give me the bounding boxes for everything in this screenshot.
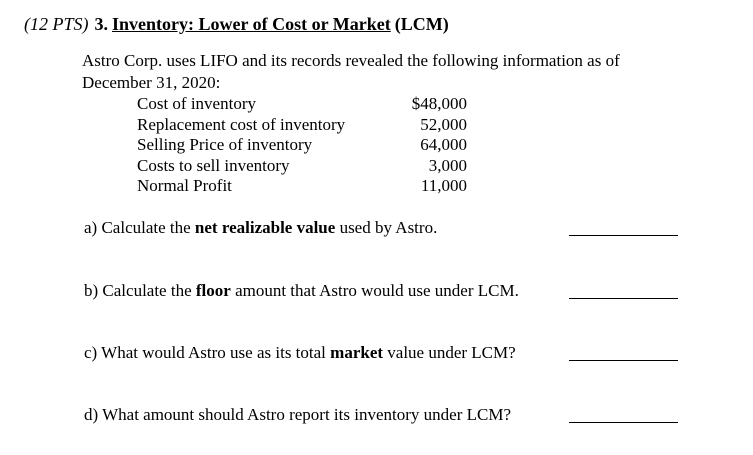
answer-line-d[interactable]	[569, 422, 678, 423]
item-value: $48,000	[411, 94, 467, 113]
question-heading	[24, 14, 449, 35]
item-value: 52,000	[420, 114, 467, 134]
item-label: Cost of inventory	[137, 94, 256, 113]
table-row	[137, 135, 467, 156]
item-value: 11,000	[420, 176, 467, 195]
intro-text: Astro Corp. uses LIFO and its records revealed the following information as of December 31, 2020:	[82, 51, 620, 92]
item-value: 64,000	[420, 135, 467, 154]
item-label: Normal Profit	[137, 176, 232, 195]
question-text: a) Calculate the	[84, 218, 195, 237]
answer-line-c[interactable]	[569, 360, 678, 361]
item-label: Costs to sell inventory	[137, 155, 290, 175]
question-text: d) What amount should Astro report its inventory under LCM?	[84, 405, 511, 424]
question-text: b) Calculate the	[84, 281, 196, 300]
question-text: amount that Astro would use under LCM.	[230, 281, 519, 300]
question-b	[84, 281, 519, 301]
answer-line-a[interactable]	[569, 235, 678, 236]
inventory-data-table	[137, 94, 467, 197]
table-row	[137, 176, 467, 197]
question-number: 3.	[94, 14, 108, 34]
table-row	[137, 115, 467, 136]
question-text: value under LCM?	[383, 343, 516, 362]
item-label: Selling Price of inventory	[137, 135, 313, 154]
points-label: (12 PTS)	[24, 14, 89, 34]
question-keyword: net realizable value	[194, 218, 336, 237]
table-row	[137, 156, 467, 177]
question-keyword: floor	[195, 281, 231, 300]
topic-abbreviation: (LCM)	[394, 14, 449, 34]
question-d	[84, 405, 511, 425]
question-text: c) What would Astro use as its total	[84, 343, 331, 362]
question-topic: Inventory: Lower of Cost or Market	[112, 14, 391, 34]
answer-line-b[interactable]	[569, 298, 678, 299]
item-label: Replacement cost of inventory	[137, 114, 346, 134]
question-keyword: market	[330, 343, 384, 362]
item-value: 3,000	[428, 155, 467, 175]
question-a	[84, 218, 437, 238]
question-c	[84, 343, 516, 363]
table-row	[137, 94, 467, 115]
question-text: used by Astro.	[335, 218, 438, 237]
